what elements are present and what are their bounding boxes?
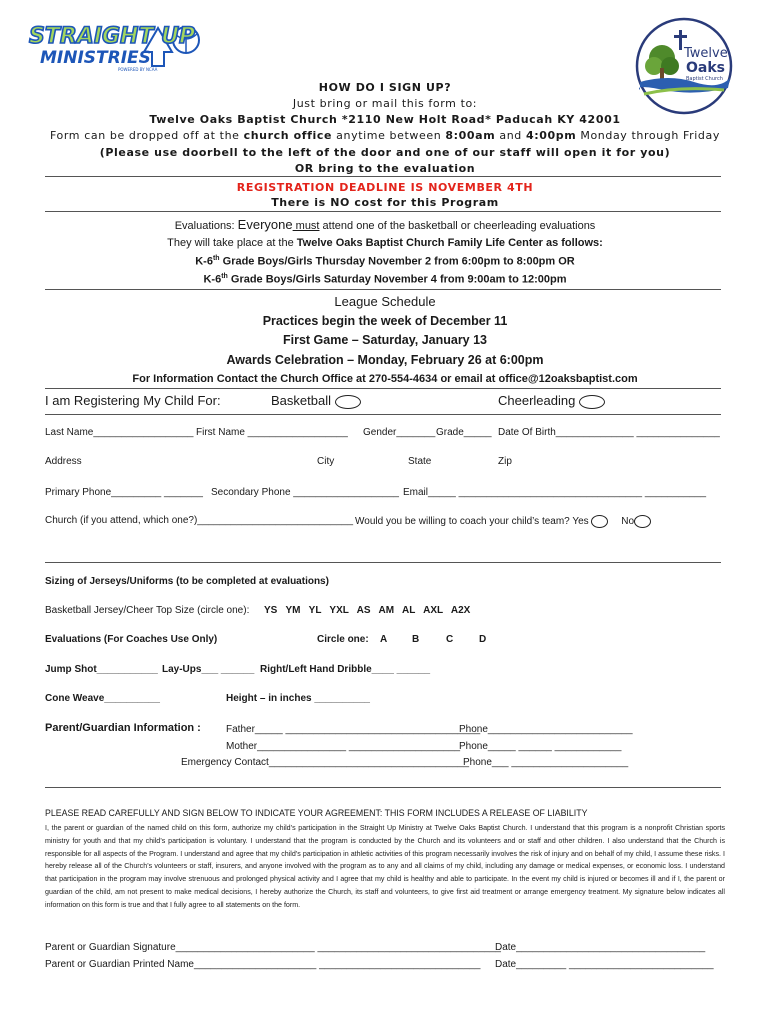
- dropoff-start-time: 8:00am: [445, 129, 496, 142]
- basketball-checkbox[interactable]: [335, 395, 361, 409]
- dropoff-part: Monday through Friday: [576, 129, 720, 142]
- coach-question-text: Would you be willing to coach your child’s team? Yes: [355, 516, 589, 528]
- divider: [45, 388, 721, 389]
- logo-baptist-text: Baptist Church: [686, 76, 723, 82]
- guardian-printed-name-field[interactable]: Parent or Guardian Printed Name______________________ _____________________________: [45, 959, 481, 970]
- practices-start: Practices begin the week of December 11: [262, 314, 508, 328]
- evaluations-rest: attend one of the basketball or cheerleading evaluations: [319, 220, 596, 232]
- league-schedule-title: League Schedule: [334, 294, 436, 309]
- evaluations-location: [0, 237, 770, 249]
- sizing-title: Sizing of Jerseys/Uniforms (to be completed at evaluations): [45, 576, 329, 587]
- liability-body: I, the parent or guardian of the named child on this form, authorize my child’s participation in the Straight Up Ministry at Twelve Oaks Baptist Church. I understand that this program is a nonprofit Christian sports ministry for youth and that my child’s participation is voluntary. I understand that the program is conducted by the Church and its volunteers and or staff and other children. I also understand that the Church is responsible for all aspects of the Program. I understand and agree that my child’s participation in athletic activities of this program necessarily involves the risk of injury and on behalf of my child, I assume these risks. I hereby release all of the Church’s volunteers or staff, insurers, and anyone involved with the program as to any and all claims of my child, including any damage or medical expenses, or economic loss. I understand that participation in the program may involve strenuous and prolonged physical activity and I agree that my child is healthy and able to participate. In the event my child is injured or becomes ill and if I, the parent or guardian of the child, am not present to make medical decisions, I hereby authorize the Church, its staff and volunteers, to give first aid treatment or arrange emergency treatment. My signature below indicates all information on this form is true and that I fully agree to all statements on the form.: [45, 824, 725, 909]
- city-field[interactable]: City: [317, 456, 335, 467]
- father-field[interactable]: Father_____ ___________________________________: [226, 724, 481, 735]
- grade-option-b[interactable]: B: [412, 634, 420, 645]
- grade-option-a[interactable]: A: [380, 634, 388, 645]
- grade-range: K-6: [203, 273, 222, 286]
- first-game: First Game – Saturday, January 13: [282, 333, 488, 347]
- dropoff-office: church office: [243, 129, 333, 142]
- secondary-phone-field[interactable]: Secondary Phone ___________________: [211, 487, 399, 498]
- dropoff-part: and: [495, 129, 526, 142]
- evaluation-saturday: [0, 273, 770, 286]
- address-field[interactable]: Address: [45, 456, 82, 467]
- grade-option-d[interactable]: D: [479, 634, 487, 645]
- jump-shot-field[interactable]: Jump Shot___________: [45, 664, 158, 675]
- grade-suffix: th: [221, 273, 228, 280]
- jersey-size-options[interactable]: YS YM YL YXL AS AM AL AXL A2X: [264, 605, 471, 616]
- emergency-contact-field[interactable]: Emergency Contact____________________________________: [181, 757, 470, 768]
- church-address: Twelve Oaks Baptist Church *2110 New Holt Road* Paducah KY 42001: [149, 113, 621, 126]
- doorbell-note: (Please use doorbell to the left of the door and one of our staff will open it for you): [99, 146, 671, 159]
- cheerleading-checkbox[interactable]: [579, 395, 605, 409]
- signature-date-field[interactable]: Date__________________________________: [495, 942, 706, 953]
- divider: [45, 414, 721, 415]
- awards-celebration: Awards Celebration – Monday, February 26 at 6:00pm: [226, 353, 544, 367]
- dropoff-end-time: 4:00pm: [525, 129, 577, 142]
- cone-weave-field[interactable]: Cone Weave__________: [45, 693, 160, 704]
- dropoff-text: [0, 129, 770, 142]
- evaluations-line: [0, 217, 770, 232]
- no-cost-note: There is NO cost for this Program: [271, 196, 499, 209]
- circle-one-label: Circle one:: [317, 634, 369, 645]
- registering-label: I am Registering My Child For:: [45, 393, 221, 408]
- coach-yes-checkbox[interactable]: [591, 515, 608, 528]
- basketball-option[interactable]: [271, 393, 361, 409]
- first-name-field[interactable]: First Name __________________: [196, 427, 348, 438]
- location-lead: They will take place at the: [167, 237, 297, 249]
- liability-heading: PLEASE READ CAREFULLY AND SIGN BELOW TO INDICATE YOUR AGREEMENT: THIS FORM INCLUDES A RELEASE OF LIABILITY: [45, 808, 588, 818]
- dropoff-part: Form can be dropped off at the: [50, 129, 244, 142]
- registration-deadline: REGISTRATION DEADLINE IS NOVEMBER 4TH: [236, 181, 534, 194]
- divider: [45, 176, 721, 177]
- logo-text-2: MINISTRIES: [40, 48, 151, 68]
- contact-info: For Information Contact the Church Office at 270-554-4634 or email at office@12oaksbaptist.com: [132, 373, 638, 385]
- grade-field[interactable]: Grade_____: [436, 427, 492, 438]
- last-name-field[interactable]: Last Name__________________: [45, 427, 194, 438]
- primary-phone-field[interactable]: Primary Phone_________ _______: [45, 487, 203, 498]
- coaches-evaluation-label: Evaluations (For Coaches Use Only): [45, 634, 218, 645]
- coach-no-checkbox[interactable]: [634, 515, 651, 528]
- zip-field[interactable]: Zip: [498, 456, 512, 467]
- saturday-text: Grade Boys/Girls Saturday November 4 from 9:00am to 12:00pm: [227, 273, 567, 286]
- dropoff-part: anytime between: [332, 129, 446, 142]
- cheerleading-option[interactable]: [498, 393, 605, 409]
- location-name: Twelve Oaks Baptist Church Family Life Center as follows:: [296, 237, 603, 249]
- basketball-label: Basketball: [271, 393, 331, 408]
- divider: [45, 787, 721, 788]
- logo-tagline: POWERED BY NCAA: [118, 67, 158, 72]
- jersey-size-label: Basketball Jersey/Cheer Top Size (circle one):: [45, 605, 250, 616]
- evaluation-option: OR bring to the evaluation: [294, 162, 476, 175]
- divider: [45, 562, 721, 563]
- divider: [45, 211, 721, 212]
- logo-text-1: STRAIGHT UP: [29, 24, 196, 49]
- evaluations-everyone: Everyone: [237, 217, 293, 232]
- printed-name-date-field[interactable]: Date_________ __________________________: [495, 959, 714, 970]
- gender-field[interactable]: Gender_______: [363, 427, 436, 438]
- guardian-signature-field[interactable]: Parent or Guardian Signature_________________________ _________________________________: [45, 942, 501, 953]
- evaluations-must: must: [292, 220, 320, 232]
- cheerleading-label: Cheerleading: [498, 393, 576, 408]
- evaluations-lead: Evaluations:: [174, 220, 238, 232]
- coach-question: [355, 515, 651, 528]
- logo-twelve-text: Twelve: [684, 46, 728, 61]
- coach-no-label: No: [621, 516, 635, 528]
- church-field[interactable]: Church (if you attend, which one?)____________________________: [45, 515, 354, 526]
- grade-option-c[interactable]: C: [446, 634, 454, 645]
- layups-field[interactable]: Lay-Ups___ ______: [162, 664, 255, 675]
- mother-phone-field[interactable]: Phone_____ ______ ____________: [459, 741, 622, 752]
- emergency-phone-field[interactable]: Phone___ _____________________: [463, 757, 629, 768]
- thursday-text: Grade Boys/Girls Thursday November 2 from 6:00pm to 8:00pm OR: [219, 255, 575, 268]
- grade-range: K-6: [195, 255, 213, 268]
- logo-oaks-text: Oaks: [686, 60, 725, 76]
- father-phone-field[interactable]: Phone__________________________: [459, 724, 633, 735]
- email-field[interactable]: Email_____ _________________________________ ___________: [403, 487, 707, 498]
- state-field[interactable]: State: [408, 456, 432, 467]
- sign-up-title: HOW DO I SIGN UP?: [318, 81, 452, 94]
- guardian-label: Parent/Guardian Information :: [45, 722, 201, 734]
- logo-graphic: [26, 14, 201, 74]
- date-of-birth-field[interactable]: Date Of Birth______________ _______________: [498, 427, 720, 438]
- mother-field[interactable]: Mother________________ ____________________: [226, 741, 461, 752]
- evaluation-thursday: [0, 255, 770, 268]
- grade-suffix: th: [212, 255, 220, 262]
- bring-or-mail-text: Just bring or mail this form to:: [292, 97, 478, 110]
- divider: [45, 289, 721, 290]
- straight-up-ministries-logo: [26, 14, 201, 74]
- dribble-field[interactable]: Right/Left Hand Dribble____ ______: [260, 664, 431, 675]
- height-field[interactable]: Height – in inches __________: [226, 693, 370, 704]
